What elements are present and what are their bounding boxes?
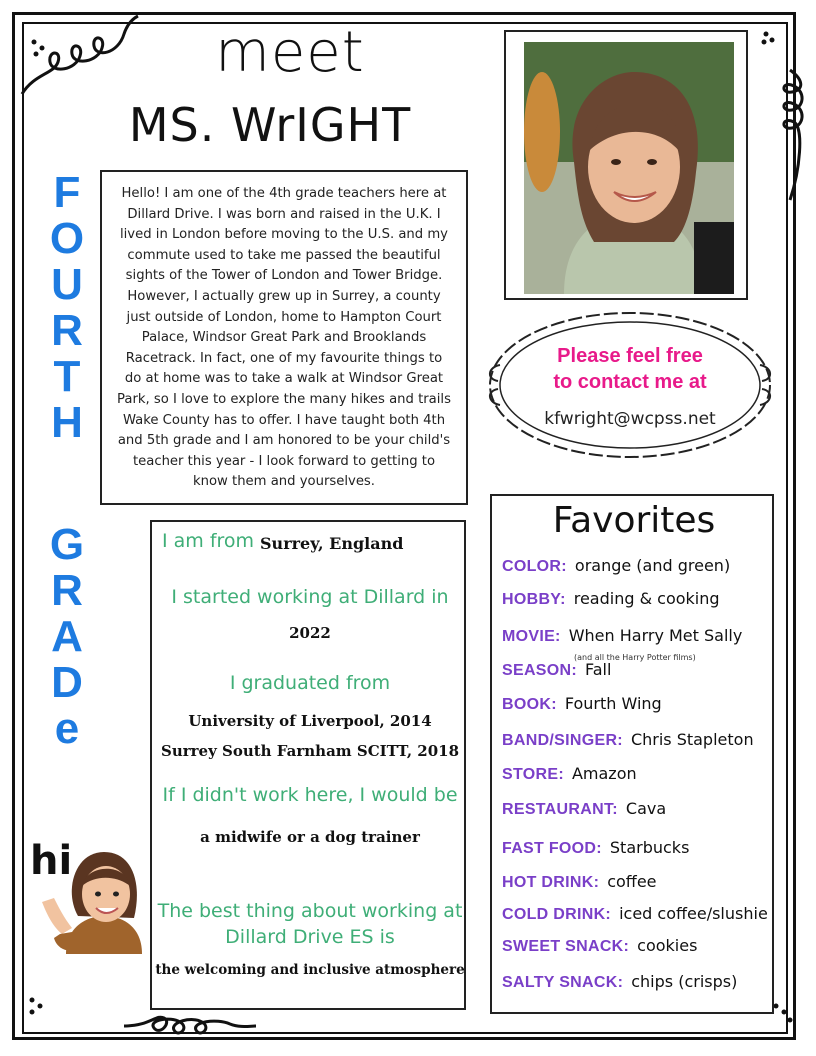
letter: R xyxy=(51,306,83,355)
started-label: I started working at Dillard in xyxy=(171,586,449,608)
fav-label: BOOK: xyxy=(502,696,557,713)
fav-label: SEASON: xyxy=(502,662,577,679)
fav-value: chips (crisps) xyxy=(631,972,738,991)
fav-value: Fall xyxy=(585,660,612,679)
portrait-illustration xyxy=(524,42,734,294)
title-meet: meet xyxy=(215,20,365,85)
letter: F xyxy=(53,168,81,217)
best-thing-label-1: The best thing about working at xyxy=(157,900,463,922)
letter: A xyxy=(51,612,83,661)
letter: U xyxy=(51,260,83,309)
letter: O xyxy=(49,214,85,263)
fav-label: RESTAURANT: xyxy=(502,801,618,818)
grad-label: I graduated from xyxy=(229,672,391,694)
fav-label: COLOR: xyxy=(502,558,567,575)
fav-row-band-singer xyxy=(502,730,782,754)
letter: D xyxy=(51,658,83,707)
fav-row-hobby xyxy=(502,589,782,613)
bitmoji-avatar xyxy=(38,842,144,954)
fav-value: Starbucks xyxy=(609,838,690,857)
letter: e xyxy=(54,704,80,753)
fav-value: cookies xyxy=(637,936,698,955)
fav-row-sweet-snack xyxy=(502,936,782,960)
teacher-photo xyxy=(524,42,734,294)
movie-note: (and all the Harry Potter films) xyxy=(574,653,696,662)
grad-value-1: University of Liverpool, 2014 xyxy=(188,712,432,730)
vertical-word-grade xyxy=(42,522,92,752)
alt-career-value: a midwife or a dog trainer xyxy=(200,828,420,846)
fav-label: COLD DRINK: xyxy=(502,906,612,923)
best-thing-value: the welcoming and inclusive atmosphere xyxy=(155,962,465,978)
from-label: I am from xyxy=(162,530,255,552)
corner-swirl-top-right xyxy=(760,30,812,210)
teacher-name: MS. WrIGHT xyxy=(128,98,412,152)
fav-value: reading & cooking xyxy=(573,589,720,608)
fav-row-book xyxy=(502,694,782,718)
fav-label: BAND/SINGER: xyxy=(502,732,623,749)
fav-label: SWEET SNACK: xyxy=(502,938,630,955)
fav-value: Amazon xyxy=(571,764,637,783)
hi-text: hi xyxy=(30,838,73,884)
best-thing-label-2: Dillard Drive ES is xyxy=(225,926,395,948)
contact-email[interactable]: kfwright@wcpss.net xyxy=(544,409,716,429)
about-box xyxy=(150,520,466,1010)
dots-bottom-left xyxy=(26,994,56,1024)
fav-row-hot-drink xyxy=(502,872,782,896)
favorites-box xyxy=(490,494,774,1014)
fav-value: coffee xyxy=(607,872,657,891)
favorites-title: Favorites xyxy=(552,500,716,541)
fav-value: orange (and green) xyxy=(574,556,731,575)
fav-value: iced coffee/slushie xyxy=(619,904,768,923)
fav-label: FAST FOOD: xyxy=(502,840,602,857)
fav-row-cold-drink xyxy=(502,904,782,928)
fav-label: SALTY SNACK: xyxy=(502,974,624,991)
bottom-swirl xyxy=(120,1004,260,1048)
fav-label: HOT DRINK: xyxy=(502,874,600,891)
fav-value: Fourth Wing xyxy=(564,694,662,713)
vertical-word-fourth xyxy=(42,170,92,446)
bio-box xyxy=(100,170,468,505)
fav-row-color xyxy=(502,556,782,580)
fav-row-store xyxy=(502,764,782,788)
fav-row-fast-food xyxy=(502,838,782,862)
fav-row-season xyxy=(502,660,782,684)
fav-value: Cava xyxy=(625,799,667,818)
contact-heading xyxy=(480,343,780,395)
contact-line-1: Please feel free xyxy=(557,345,703,367)
contact-line-2: to contact me at xyxy=(553,371,707,393)
fav-row-salty-snack xyxy=(502,972,782,996)
fav-label: HOBBY: xyxy=(502,591,566,608)
fav-row-restaurant xyxy=(502,799,782,823)
fav-label: MOVIE: xyxy=(502,628,561,645)
letter: T xyxy=(53,352,81,401)
from-value: Surrey, England xyxy=(260,534,404,553)
letter: G xyxy=(49,520,85,569)
alt-career-label: If I didn't work here, I would be xyxy=(162,784,458,806)
letter: R xyxy=(51,566,83,615)
fav-row-movie xyxy=(502,626,782,650)
letter: H xyxy=(51,398,83,447)
dots-bottom-right xyxy=(770,1000,800,1030)
contact-bubble xyxy=(480,305,780,465)
teacher-photo-frame xyxy=(504,30,748,300)
started-value: 2022 xyxy=(289,624,331,642)
bio-text: Hello! I am one of the 4th grade teachers here at Dillard Drive. I was born and raised in the U.K. I lived in London before moving to the U.S. and my commute used to take me passed the beautiful sights of the Tower of London and Tower Bridge. However, I actually grew up in Surrey, a county just outside of London, home to Hampton Court Palace, Windsor Great Park and Brooklands Racetrack. In fact, one of my favourite things to do at home was to take a walk at Windsor Great Park, so I love to explore the many hikes and trails Wake County has to offer. I have taught both 4th and 5th grade and I am honored to be your child's teacher this year - I look forward to getting to know them and yourselves. xyxy=(117,186,451,490)
corner-swirl-top-left xyxy=(14,14,144,104)
fav-label: STORE: xyxy=(502,766,564,783)
fav-value: Chris Stapleton xyxy=(630,730,754,749)
grad-value-2: Surrey South Farnham SCITT, 2018 xyxy=(160,742,460,760)
fav-value: When Harry Met Sally xyxy=(568,626,743,645)
